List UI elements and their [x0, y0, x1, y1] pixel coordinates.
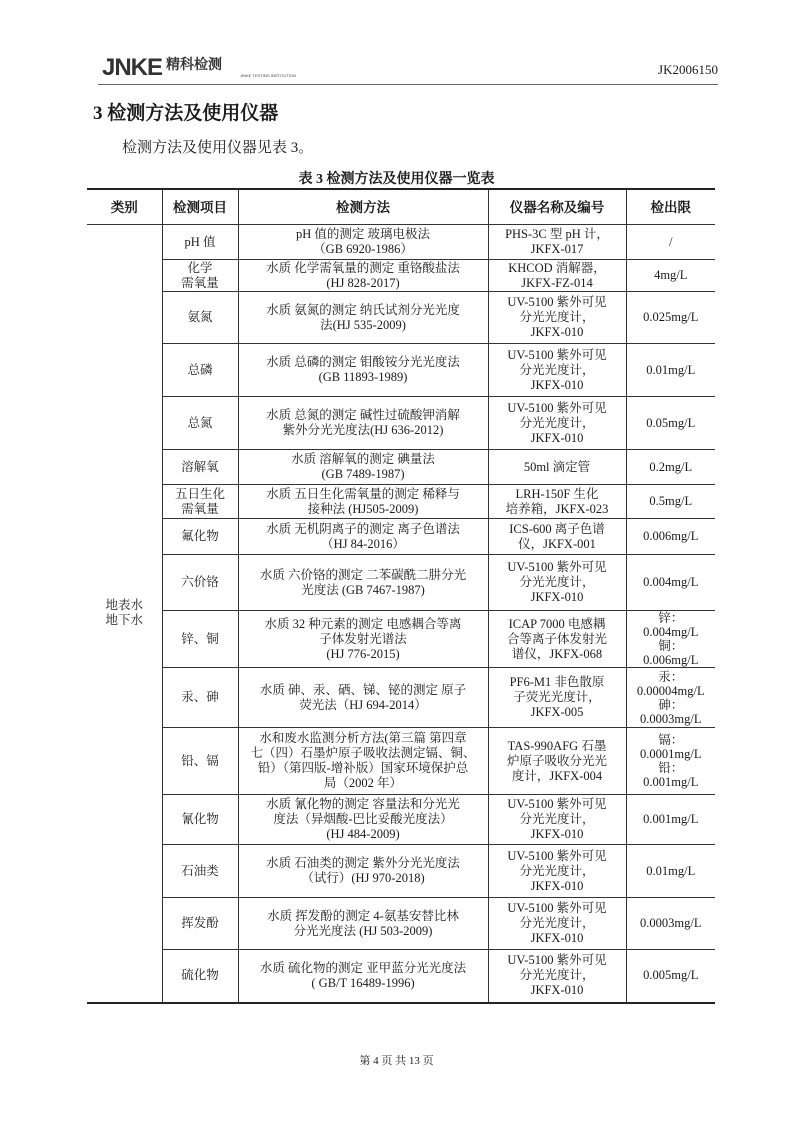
method-cell: 水质 总磷的测定 钼酸铵分光光度法 (GB 11893-1989): [238, 344, 488, 397]
method-cell: 水质 石油类的测定 紫外分光光度法 （试行）(HJ 970-2018): [238, 845, 488, 898]
item-cell: 石油类: [162, 845, 238, 898]
item-cell: 氟化物: [162, 519, 238, 555]
table-row: [87, 225, 715, 260]
instrument-cell: UV-5100 紫外可见 分光光度计， JKFX-010: [488, 898, 626, 950]
table-row: [87, 555, 715, 611]
intro-paragraph: 检测方法及使用仪器见表 3。: [122, 140, 314, 156]
table-row: [87, 292, 715, 344]
item-cell: 氰化物: [162, 795, 238, 845]
limit-cell: 0.005mg/L: [626, 950, 715, 1003]
method-cell: 水质 挥发酚的测定 4-氨基安替比林 分光光度法 (HJ 503-2009): [238, 898, 488, 950]
table-row: [87, 397, 715, 450]
table-header-row: [87, 189, 715, 225]
limit-cell: 锌： 0.004mg/L 铜： 0.006mg/L: [626, 611, 715, 668]
table-row: [87, 668, 715, 728]
category-cell: 地表水 地下水: [87, 225, 162, 1003]
instrument-cell: UV-5100 紫外可见 分光光度计， JKFX-010: [488, 344, 626, 397]
table-row: [87, 344, 715, 397]
instrument-cell: UV-5100 紫外可见 分光光度计， JKFX-010: [488, 950, 626, 1003]
table-row: [87, 485, 715, 519]
table-row: [87, 519, 715, 555]
item-cell: 硫化物: [162, 950, 238, 1003]
method-cell: 水质 化学需氧量的测定 重铬酸盐法 (HJ 828-2017): [238, 260, 488, 292]
item-cell: 铅、镉: [162, 728, 238, 795]
item-cell: 氨氮: [162, 292, 238, 344]
instrument-cell: TAS-990AFG 石墨 炉原子吸收分光光 度计，JKFX-004: [488, 728, 626, 795]
method-cell: 水质 总氮的测定 碱性过硫酸钾消解 紫外分光光度法(HJ 636-2012): [238, 397, 488, 450]
item-cell: 五日生化 需氧量: [162, 485, 238, 519]
table-row: [87, 260, 715, 292]
document-number: JK2006150: [658, 62, 718, 77]
method-cell: 水质 硫化物的测定 亚甲蓝分光光度法 ( GB/T 16489-1996): [238, 950, 488, 1003]
methods-table: [87, 188, 715, 1004]
instrument-cell: ICS-600 离子色谱 仪，JKFX-001: [488, 519, 626, 555]
logo-mark: JNKE: [102, 54, 163, 81]
method-cell: 水质 六价铬的测定 二苯碳酰二肼分光 光度法 (GB 7467-1987): [238, 555, 488, 611]
item-cell: 汞、砷: [162, 668, 238, 728]
table-row: [87, 450, 715, 485]
page-header: [98, 56, 718, 85]
limit-cell: 0.004mg/L: [626, 555, 715, 611]
item-cell: pH 值: [162, 225, 238, 260]
limit-cell: 4mg/L: [626, 260, 715, 292]
method-cell: 水质 无机阴离子的测定 离子色谱法 （HJ 84-2016）: [238, 519, 488, 555]
instrument-cell: UV-5100 紫外可见 分光光度计， JKFX-010: [488, 845, 626, 898]
item-cell: 六价铬: [162, 555, 238, 611]
method-cell: 水质 32 种元素的测定 电感耦合等离 子体发射光谱法 (HJ 776-2015): [238, 611, 488, 668]
limit-cell: 0.01mg/L: [626, 344, 715, 397]
limit-cell: 0.0003mg/L: [626, 898, 715, 950]
table-caption: 表 3 检测方法及使用仪器一览表: [298, 172, 495, 187]
method-cell: 水质 五日生化需氧量的测定 稀释与 接种法 (HJ505-2009): [238, 485, 488, 519]
method-cell: 水和废水监测分析方法(第三篇 第四章 七（四）石墨炉原子吸收法测定镉、铜、 铅）（第四版-增补版）国家环境保护总 局（2002 年）: [238, 728, 488, 795]
column-header: 检测方法: [238, 189, 488, 225]
instrument-cell: UV-5100 紫外可见 分光光度计， JKFX-010: [488, 795, 626, 845]
column-header: 类别: [87, 189, 162, 225]
company-logo: [102, 56, 222, 80]
item-cell: 总氮: [162, 397, 238, 450]
method-cell: 水质 氨氮的测定 纳氏试剂分光光度 法(HJ 535-2009): [238, 292, 488, 344]
limit-cell: 0.5mg/L: [626, 485, 715, 519]
table-row: [87, 950, 715, 1003]
limit-cell: 0.2mg/L: [626, 450, 715, 485]
instrument-cell: LRH-150F 生化 培养箱，JKFX-023: [488, 485, 626, 519]
item-cell: 化学 需氧量: [162, 260, 238, 292]
instrument-cell: UV-5100 紫外可见 分光光度计， JKFX-010: [488, 397, 626, 450]
table-row: [87, 795, 715, 845]
limit-cell: 汞： 0.00004mg/L 砷： 0.0003mg/L: [626, 668, 715, 728]
limit-cell: 0.05mg/L: [626, 397, 715, 450]
limit-cell: 0.01mg/L: [626, 845, 715, 898]
instrument-cell: ICAP 7000 电感耦 合等离子体发射光 谱仪，JKFX-068: [488, 611, 626, 668]
column-header: 检测项目: [162, 189, 238, 225]
limit-cell: /: [626, 225, 715, 260]
method-cell: 水质 氰化物的测定 容量法和分光光 度法（异烟酸-巴比妥酸光度法） (HJ 484-2009): [238, 795, 488, 845]
item-cell: 锌、铜: [162, 611, 238, 668]
instrument-cell: KHCOD 消解器， JKFX-FZ-014: [488, 260, 626, 292]
method-cell: pH 值的测定 玻璃电极法 （GB 6920-1986）: [238, 225, 488, 260]
item-cell: 溶解氧: [162, 450, 238, 485]
instrument-cell: UV-5100 紫外可见 分光光度计， JKFX-010: [488, 555, 626, 611]
table-row: [87, 611, 715, 668]
table-row: [87, 845, 715, 898]
logo-chinese-name: 精科检测: [166, 56, 223, 72]
table-row: [87, 728, 715, 795]
method-cell: 水质 溶解氧的测定 碘量法 (GB 7489-1987): [238, 450, 488, 485]
table-row: [87, 898, 715, 950]
limit-cell: 0.025mg/L: [626, 292, 715, 344]
instrument-cell: UV-5100 紫外可见 分光光度计， JKFX-010: [488, 292, 626, 344]
limit-cell: 0.001mg/L: [626, 795, 715, 845]
limit-cell: 0.006mg/L: [626, 519, 715, 555]
instrument-cell: 50ml 滴定管: [488, 450, 626, 485]
item-cell: 挥发酚: [162, 898, 238, 950]
method-cell: 水质 砷、汞、硒、锑、铋的测定 原子 荧光法（HJ 694-2014）: [238, 668, 488, 728]
logo-subtitle: JINKE TESTING INSTITUTION: [240, 73, 296, 78]
instrument-cell: PF6-M1 非色散原 子荧光光度计， JKFX-005: [488, 668, 626, 728]
column-header: 仪器名称及编号: [488, 189, 626, 225]
instrument-cell: PHS-3C 型 pH 计， JKFX-017: [488, 225, 626, 260]
column-header: 检出限: [626, 189, 715, 225]
page-number: 第 4 页 共 13 页: [359, 1055, 434, 1067]
section-title: 3 检测方法及使用仪器: [93, 103, 279, 124]
item-cell: 总磷: [162, 344, 238, 397]
limit-cell: 镉： 0.0001mg/L 铅： 0.001mg/L: [626, 728, 715, 795]
